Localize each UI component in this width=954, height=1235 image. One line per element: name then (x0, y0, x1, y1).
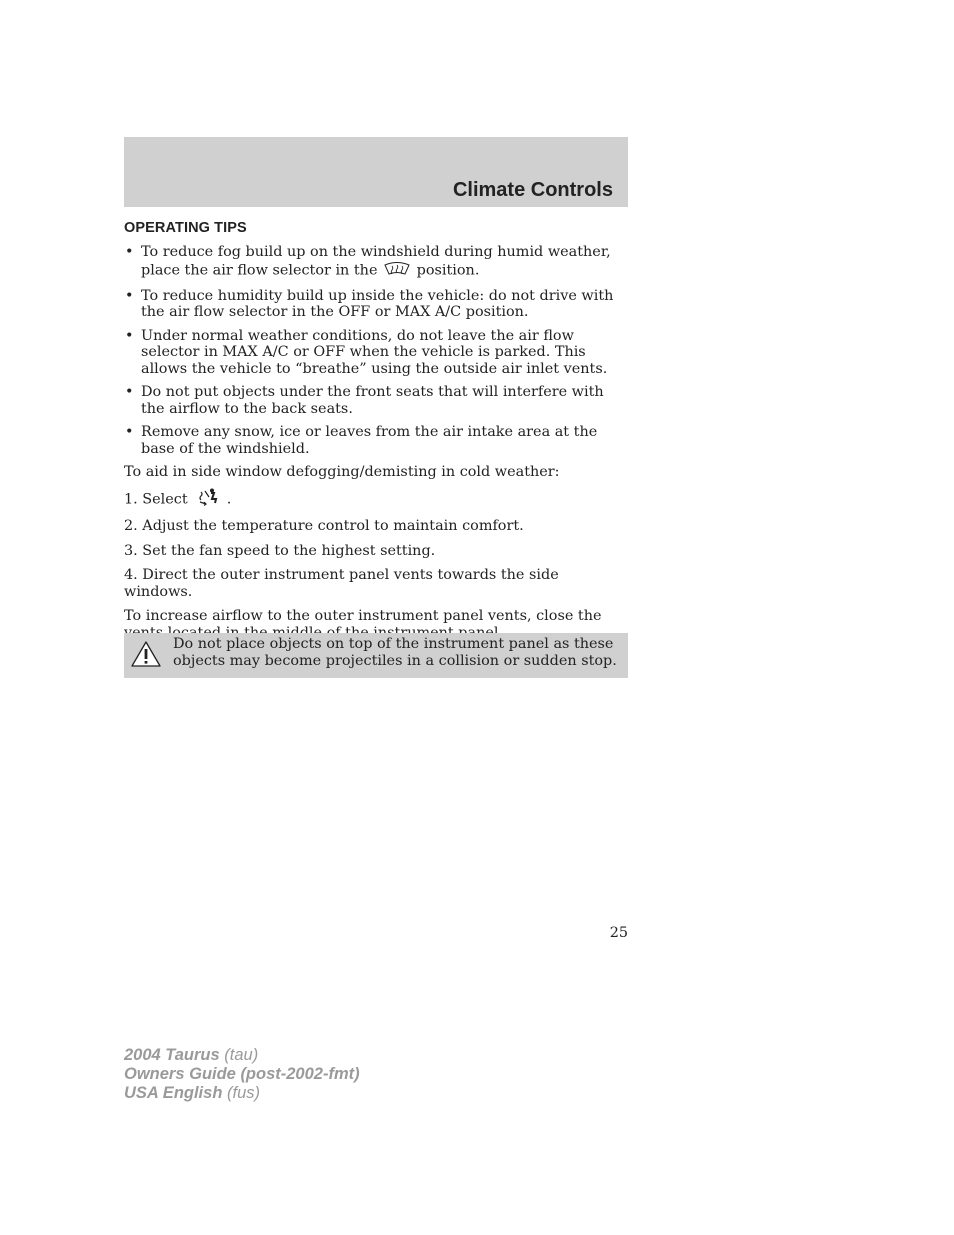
footer-line-3 (124, 1084, 360, 1103)
bullet: • (125, 243, 134, 260)
step-text: 1. Select (124, 490, 188, 507)
tip-text: Under normal weather conditions, do not leave the air flow selector in MAX A/C or OFF when the vehicle is parked. This allows the vehicle to “breathe” using the outside air inlet vents. (141, 327, 608, 377)
footer-line-1 (124, 1046, 360, 1065)
step-item (124, 488, 628, 511)
list-item (124, 384, 628, 417)
bullet: • (125, 384, 134, 400)
footer-guide: Owners Guide (post-2002-fmt) (124, 1065, 360, 1083)
floor-defrost-icon (192, 488, 222, 511)
main-content (124, 220, 628, 648)
footer (124, 1046, 360, 1103)
step-item: 4. Direct the outer instrument panel vents towards the side windows. (124, 567, 559, 600)
tip-text: Do not put objects under the front seats that will interfere with the airflow to the back seats. (141, 384, 604, 417)
warning-text: Do not place objects on top of the instrument panel as these objects may become projectiles in a collision or sudden stop. (173, 636, 617, 669)
tip-text: To reduce humidity build up inside the vehicle: do not drive with the air flow selector in the OFF or MAX A/C position. (141, 287, 614, 320)
tip-text-end: position. (416, 262, 480, 279)
tips-list (124, 244, 628, 458)
closing-text: To increase airflow to the outer instrument panel vents, close the (124, 608, 602, 624)
list-item (124, 244, 628, 281)
footer-line-2 (124, 1065, 360, 1084)
bullet: • (125, 424, 134, 440)
bullet: • (125, 287, 134, 304)
header-band (124, 137, 628, 207)
list-item (124, 424, 628, 457)
tip-text: Remove any snow, ice or leaves from the air intake area at the base of the windshield. (141, 424, 598, 457)
step-item: 3. Set the fan speed to the highest setting. (124, 542, 436, 559)
list-item (124, 328, 628, 378)
step-text-end: . (226, 490, 232, 507)
bullet: • (125, 327, 134, 344)
defrost-icon (382, 260, 412, 281)
footer-model-code: (tau) (224, 1046, 259, 1064)
footer-language: USA English (124, 1084, 223, 1102)
page-title: Climate Controls (452, 179, 613, 201)
footer-model: 2004 Taurus (124, 1046, 220, 1064)
tip-text: To reduce fog build up on the windshield during humid weather, place the air flow selector in the (141, 243, 611, 279)
step-item: 2. Adjust the temperature control to maintain comfort. (124, 518, 524, 534)
list-item (124, 288, 628, 321)
section-heading: OPERATING TIPS (124, 220, 247, 236)
page-number: 25 (609, 925, 628, 941)
warning-triangle-icon (130, 640, 162, 672)
warning-box (124, 633, 628, 678)
intro-text: To aid in side window defogging/demisting in cold weather: (124, 464, 560, 480)
footer-language-code: (fus) (227, 1084, 260, 1102)
